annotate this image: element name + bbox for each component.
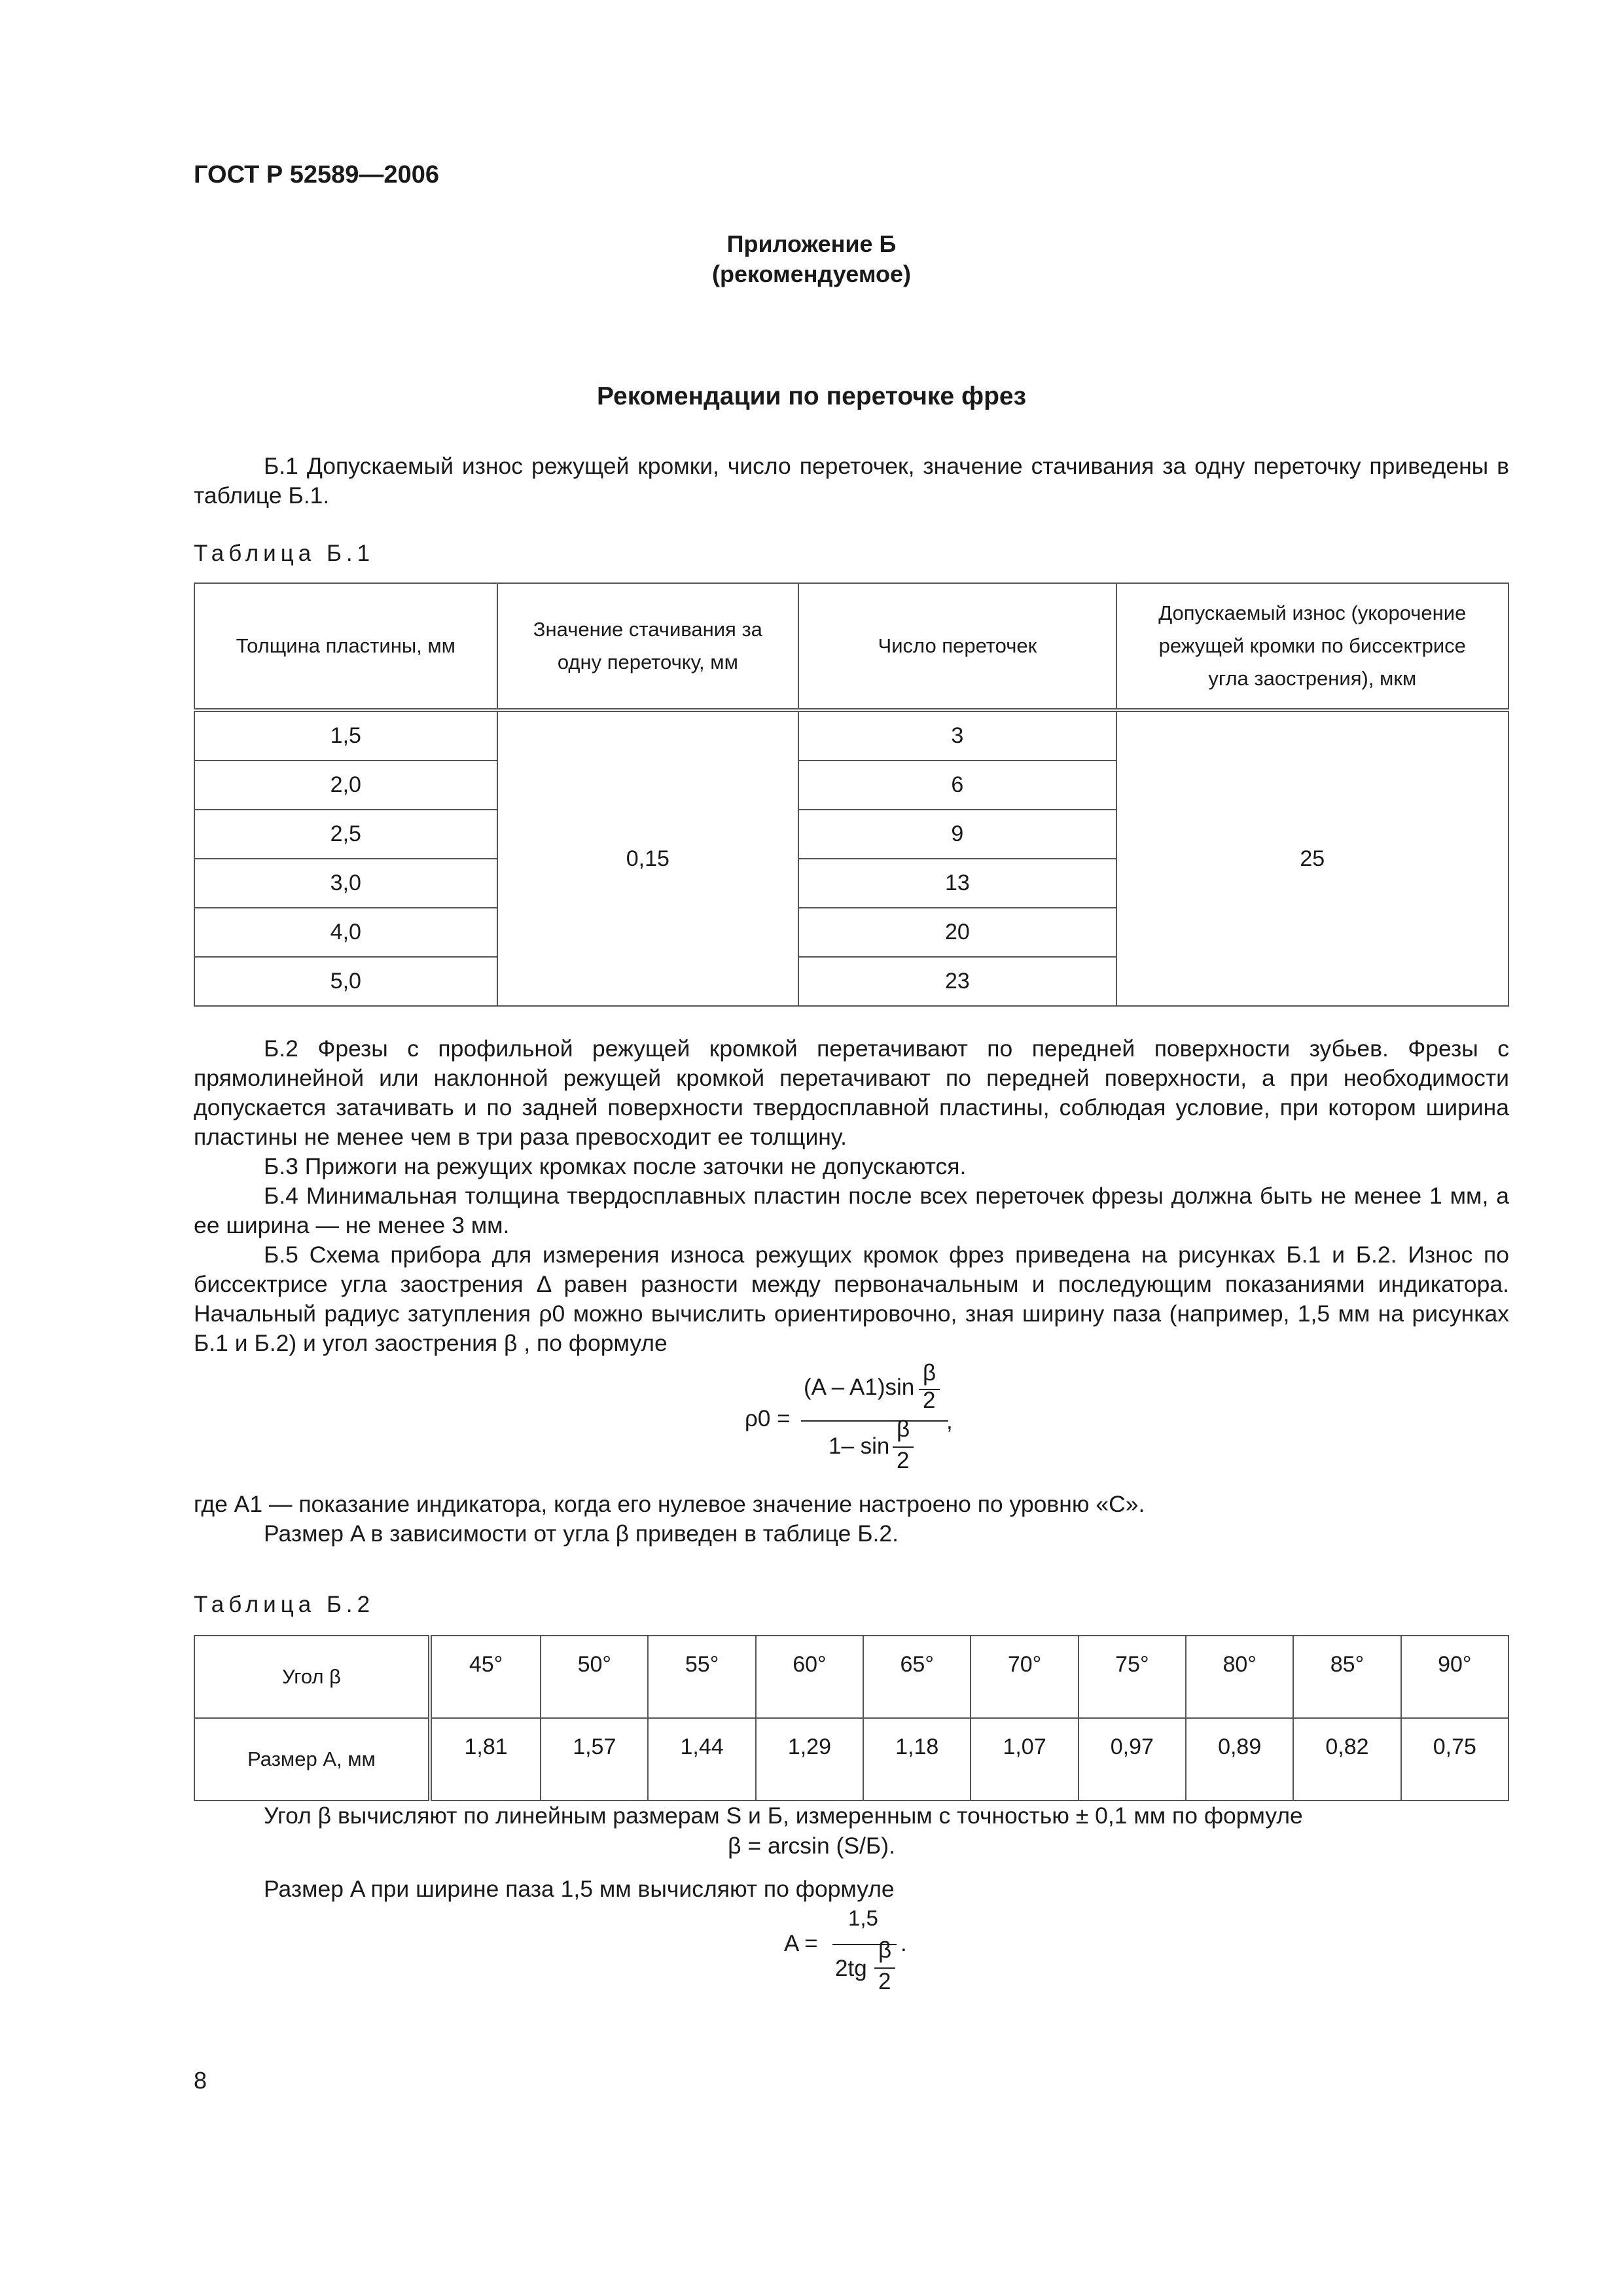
table-header-row [194, 583, 1508, 710]
paragraph-b2: Б.2 Фрезы с профильной режущей кромкой перетачивают по передней поверхности зубьев. Фрезы с прямолинейной или наклонной режущей кромкой перетачивают по передней поверхности, а при необходимости допускается затачивать и по задней поверхности твердосплавной пластины, соблюдая условие, при котором ширина пластины не менее чем в три раза превосходит ее толщину. [194, 1035, 1509, 1150]
formula-comma: , [946, 1408, 953, 1434]
size-cell: 1,07 [971, 1718, 1078, 1801]
formula-arcsin: β = arcsin (S/Б). [728, 1833, 895, 1859]
formula-rho-numerator: (A – A1)sin [804, 1374, 915, 1400]
size-cell: 0,82 [1293, 1718, 1400, 1801]
angle-cell: 50° [541, 1636, 648, 1718]
thickness-cell: 2,0 [194, 761, 497, 810]
angle-cell: 75° [1079, 1636, 1186, 1718]
paragraph-where-a1: где A1 — показание индикатора, когда его нулевое значение настроено по уровню «С». [194, 1491, 1145, 1517]
wear-cell: 25 [1116, 710, 1508, 1006]
table-b2 [194, 1635, 1509, 1801]
thickness-cell: 1,5 [194, 710, 497, 761]
table-row [194, 1718, 1508, 1801]
formula-a-numerator: 1,5 [848, 1906, 878, 1930]
grinding-cell: 0,15 [497, 710, 799, 1006]
header-regrinds: Число переточек [798, 583, 1116, 710]
regrinds-cell: 3 [798, 710, 1116, 761]
size-cell: 1,81 [430, 1718, 541, 1801]
formula-beta: β [897, 1416, 910, 1442]
appendix-type: (рекомендуемое) [712, 260, 911, 287]
section-title: Рекомендации по переточке фрез [597, 382, 1026, 410]
paragraph-b3: Б.3 Прижоги на режущих кромках после заточки не допускаются. [264, 1153, 967, 1179]
table-b1 [194, 583, 1509, 1007]
angle-cell: 90° [1401, 1636, 1508, 1718]
paragraph-b5: Б.5 Схема прибора для измерения износа режущих кромок фрез приведена на рисунках Б.1 и Б.2. Износ по биссектрисе угла заострения Δ равен разности между первоначальным и последующим показаниями индикатора. Начальный радиус затупления ρ0 можно вычислить ориентировочно, зная ширину паза (например, 1,5 мм на рисунках Б.1 и Б.2) и угол заострения β , по формуле [194, 1242, 1509, 1356]
header-wear: Допускаемый износ (укорочение режущей кромки по биссектрисе угла заострения), мкм [1116, 583, 1508, 710]
paragraph-size-a-ref: Размер A в зависимости от угла β приведен в таблице Б.2. [264, 1520, 899, 1547]
size-cell: 0,97 [1079, 1718, 1186, 1801]
table-row [194, 1636, 1508, 1718]
formula-two: 2 [897, 1448, 910, 1473]
paragraph-b1: Б.1 Допускаемый износ режущей кромки, число переточек, значение стачивания за одну переточку приведены в таблице Б.1. [194, 453, 1509, 509]
regrinds-cell: 6 [798, 761, 1116, 810]
formula-period: . [901, 1931, 907, 1956]
regrinds-cell: 20 [798, 908, 1116, 957]
header-thickness: Толщина пластины, мм [194, 583, 497, 710]
formula-rho-denominator: 1– sin [829, 1433, 890, 1459]
paragraph-b4: Б.4 Минимальная толщина твердосплавных пластин после всех переточек фрезы должна быть не менее 1 мм, а ее ширина — не менее 3 мм. [194, 1183, 1509, 1238]
regrinds-cell: 13 [798, 859, 1116, 908]
thickness-cell: 5,0 [194, 957, 497, 1006]
thickness-cell: 4,0 [194, 908, 497, 957]
regrinds-cell: 9 [798, 810, 1116, 859]
standard-code: ГОСТ Р 52589—2006 [194, 161, 439, 188]
angle-cell: 70° [971, 1636, 1078, 1718]
thickness-cell: 3,0 [194, 859, 497, 908]
table2-caption: Таблица Б.2 [194, 1592, 375, 1617]
size-cell: 1,18 [863, 1718, 971, 1801]
table1-caption: Таблица Б.1 [194, 541, 375, 566]
row-label-angle: Угол β [194, 1636, 430, 1718]
angle-cell: 60° [756, 1636, 863, 1718]
formula-two: 2 [923, 1388, 936, 1413]
formula-a-lhs: A = [784, 1931, 818, 1956]
size-cell: 1,29 [756, 1718, 863, 1801]
size-cell: 0,89 [1186, 1718, 1293, 1801]
formula-beta: β [923, 1360, 936, 1386]
formula-beta: β [878, 1937, 892, 1963]
angle-cell: 65° [863, 1636, 971, 1718]
formula-rho-lhs: ρ0 = [745, 1406, 791, 1431]
size-cell: 1,44 [648, 1718, 755, 1801]
regrinds-cell: 23 [798, 957, 1116, 1006]
size-cell: 1,57 [541, 1718, 648, 1801]
table-row [194, 710, 1508, 761]
appendix-label: Приложение Б [726, 230, 897, 257]
formula-two: 2 [878, 1969, 891, 1994]
formula-fraction-bar [801, 1420, 948, 1422]
row-label-size: Размер A, мм [194, 1718, 430, 1801]
paragraph-size-a-calc: Размер A при ширине паза 1,5 мм вычисляют по формуле [264, 1876, 895, 1902]
size-cell: 0,75 [1401, 1718, 1508, 1801]
thickness-cell: 2,5 [194, 810, 497, 859]
header-grinding: Значение стачивания за одну переточку, мм [497, 583, 799, 710]
angle-cell: 80° [1186, 1636, 1293, 1718]
page-number: 8 [194, 2067, 207, 2094]
angle-cell: 45° [430, 1636, 541, 1718]
angle-cell: 55° [648, 1636, 755, 1718]
paragraph-angle-calc: Угол β вычисляют по линейным размерам S и Б, измеренным с точностью ± 0,1 мм по формуле [264, 1803, 1303, 1829]
angle-cell: 85° [1293, 1636, 1400, 1718]
formula-a-denominator: 2tg [835, 1956, 867, 1981]
